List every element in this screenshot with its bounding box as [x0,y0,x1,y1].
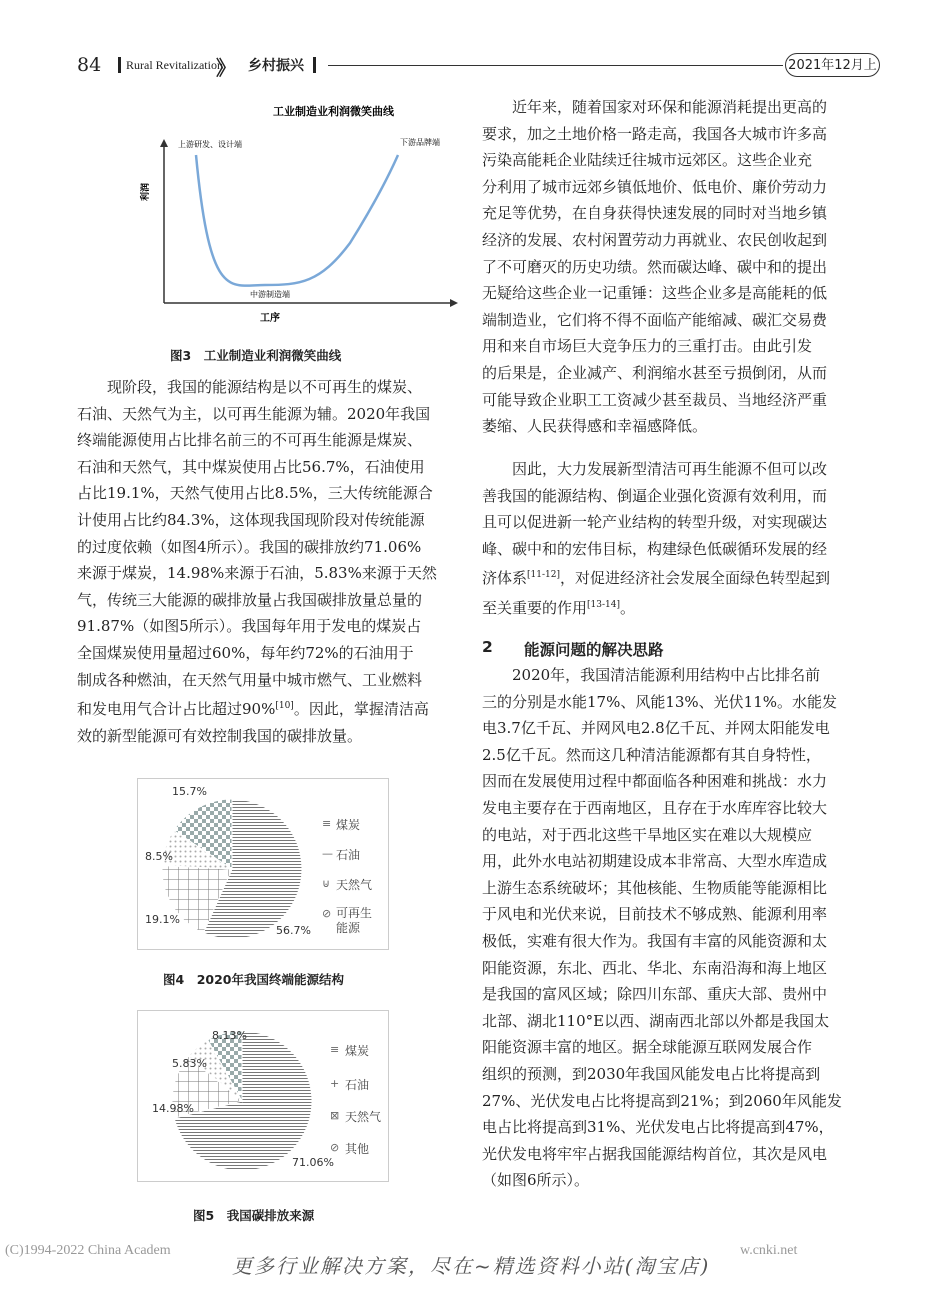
fig4-caption: 图4 2020年我国终端能源结构 [163,972,344,987]
text-line-with-ref [482,562,882,592]
text-line: 且可以促进新一轮产业结构的转型升级，对实现碳达 [482,513,828,532]
y-axis-arrow-icon [160,139,168,147]
fig5-label-oil: 14.98% [152,1102,194,1115]
legend-marker: ≡ [322,817,332,830]
text-fragment: 济体系 [482,569,528,588]
x-axis-arrow-icon [450,299,458,307]
text-line: 91.87%（如图5所示）。我国每年用于发电的煤炭占 [77,617,422,636]
journal-chinese-name: 乡村振兴 [248,58,304,74]
text-fragment: 至关重要的作用 [482,598,588,617]
text-line: 可能导致企业职工工资减少甚至裁员、当地经济严重 [482,390,828,409]
text-line: 计使用占比约84.3%，这体现我国现阶段对传统能源 [77,510,425,529]
text-line: 全国煤炭使用量超过60%，每年约72%的石油用于 [77,643,414,662]
legend-marker: ≡ [330,1043,340,1056]
fig3-caption: 图3 工业制造业利润微笑曲线 [170,348,342,363]
chevron-icon: 》 [216,56,236,80]
fig5-legend-other: 其他 [345,1142,370,1156]
text-line: 效的新型能源可有效控制我国的碳排放量。 [77,726,363,745]
text-line: 因此，大力发展新型清洁可再生能源不但可以改 [512,460,828,478]
text-line: 的过度依赖（如图4所示）。我国的碳排放约71.06% [77,537,422,556]
fig5-caption: 图5 我国碳排放来源 [193,1208,315,1223]
footer-site: w.cnki.net [740,1243,798,1258]
fig5-legend-coal: 煤炭 [345,1044,370,1058]
text-line: 27%、光伏发电占比将提高到21%；到2060年风能发 [482,1091,842,1110]
fig3-xlabel: 工序 [260,313,280,324]
text-line: 三的分别是水能17%、风能13%、光伏11%。水能发 [482,692,838,711]
text-line: 于风电和光伏来说，目前技术不够成熟、能源利用率 [482,905,828,924]
fig4-label-renewable: 15.7% [172,785,207,798]
smile-curve-line [196,155,398,286]
text-line: 上游生态系统破坏；其他核能、生物质能等能源相比 [482,878,828,897]
text-line: 阳能资源丰富的地区。据全球能源互联网发展合作 [482,1038,813,1057]
text-line: 污染高能耗企业陆续迁往城市远郊区。这些企业充 [482,151,813,170]
text-line: 制成各种燃油，在天然气用量中城市燃气、工业燃料 [77,670,423,689]
text-line: 萎缩、人民获得感和幸福感降低。 [482,417,708,436]
text-line: （如图6所示）。 [482,1171,590,1190]
text-line: 峰、碳中和的宏伟目标，构建绿色低碳循环发展的经 [482,539,828,558]
citation-ref: [13-14] [587,599,620,610]
text-line: 善我国的能源结构、倒逼企业强化资源有效利用，而 [482,486,828,505]
text-fragment: 。因此，掌握清洁高 [293,700,429,719]
text-fragment: 和发电用气合计占比超过90% [77,700,276,719]
text-line: 电3.7亿千瓦、并网风电2.8亿千瓦、并网太阳能发电 [482,719,830,738]
text-line: 无疑给这些企业一记重锤：这些企业多是高能耗的低 [482,284,828,303]
text-line: 石油和天然气，其中煤炭使用占比56.7%，石油使用 [77,457,425,476]
text-line: 了不可磨灭的历史功绩。然而碳达峰、碳中和的提出 [482,257,828,276]
right-paragraph-1 [482,94,882,440]
header-rule [328,65,783,66]
header-divider-2 [313,57,316,73]
text-line: 用和来自市场巨大竞争压力的三重打击。由此引发 [482,337,813,356]
text-line-with-ref [77,693,461,723]
text-line: 端制造业，它们将不得不面临产能缩减、碳汇交易费 [482,310,828,329]
journal-english-name: Rural Revitalization [126,58,223,72]
fig3-label-bottom: 中游制造端 [250,290,290,299]
text-fragment: 。 [619,598,635,617]
left-paragraph [77,374,461,749]
figure-3 [141,103,460,333]
fig5-label-coal: 71.06% [292,1156,334,1169]
text-line: 电占比将提高到31%、光伏发电占比将提高到47%， [482,1118,834,1137]
right-paragraph-2 [482,456,882,622]
fig4-legend-gas: 天然气 [336,878,373,892]
citation-ref: [11-12] [527,570,560,581]
text-line: 阳能资源，东北、西北、华北、东南沿海和海上地区 [482,958,828,977]
text-line: 2.5亿千瓦。然而这几种清洁能源都有其自身特性， [482,745,821,764]
text-line: 的电站，对于西北这些干旱地区实在难以大规模应 [482,825,813,844]
fig5-label-gas: 5.83% [172,1057,207,1070]
fig4-legend-renewable: 可再生能源 [336,906,373,935]
footer-copyright: (C)1994-2022 China Academ [5,1243,171,1258]
fig5-legend-gas: 天然气 [345,1110,382,1124]
text-line: 北部、湖北110°E以西、湖南西北部以外都是我国太 [482,1011,830,1030]
fig4-slices [162,799,302,939]
fig4-label-gas: 8.5% [145,850,173,863]
text-line: 光伏发电将牢牢占据我国能源结构首位，其次是风电 [482,1144,828,1163]
text-fragment: ，对促进经济社会发展全面绿色转型起到 [559,569,830,588]
text-line: 分利用了城市远郊乡镇低地价、低电价、廉价劳动力 [482,177,828,196]
page-number: 84 [77,54,102,76]
text-line: 经济的发展、农村闲置劳动力再就业、农民创收起到 [482,230,828,249]
smile-curve-chart [141,103,460,333]
fig5-legend-oil: 石油 [345,1078,370,1092]
text-line: 石油、天然气为主，以可再生能源为辅。2020年我国 [77,404,431,423]
fig4-label-oil: 19.1% [145,913,180,926]
fig5-label-other: 8.13% [212,1029,247,1042]
text-line: 用，此外水电站初期建设成本非常高、大型水库造成 [482,852,828,871]
text-line: 占比19.1%，天然气使用占比8.5%，三大传统能源合 [77,484,433,503]
figure-5 [137,1010,389,1182]
issue-badge: 2021年12月上 [785,53,880,77]
text-line-with-ref [482,592,882,622]
promo-banner: 更多行业解决方案，尽在~精选资料小站(淘宝店) [232,1254,711,1278]
text-line: 2020年，我国清洁能源利用结构中占比排名前 [512,666,821,684]
section-number: 2 [482,638,493,656]
fig4-legend-coal: 煤炭 [336,818,361,832]
fig3-title: 工业制造业利润微笑曲线 [273,105,394,118]
legend-marker: ⊍ [322,877,331,890]
text-line: 是我国的富风区域；除四川东部、重庆大部、贵州中 [482,985,828,1004]
fig5-slices [172,1031,312,1171]
citation-ref: [10] [275,701,294,712]
legend-marker: ⊘ [330,1141,340,1154]
text-line: 要求，加之土地价格一路走高，我国各大城市许多高 [482,124,828,143]
text-line: 极低，实难有很大作为。我国有丰富的风能资源和太 [482,931,828,950]
legend-marker: + [330,1077,340,1090]
text-line: 的后果是，企业减产、利润缩水甚至亏损倒闭，从而 [482,363,828,382]
text-line: 来源于煤炭，14.98%来源于石油，5.83%来源于天然 [77,564,437,583]
text-line: 因而在发展使用过程中都面临各种困难和挑战：水力 [482,772,828,791]
fig3-ylabel: 利润 [141,182,151,201]
text-line: 发电主要存在于西南地区，且存在于水库库容比较大 [482,798,828,817]
text-line: 组织的预测，到2030年我国风能发电占比将提高到 [482,1064,821,1083]
text-line: 充足等优势，在自身获得快速发展的同时对当地乡镇 [482,204,828,223]
text-line: 现阶段，我国的能源结构是以不可再生的煤炭、 [107,378,423,396]
legend-marker: ⊠ [330,1109,340,1122]
right-paragraph-3 [482,662,882,1194]
text-line: 近年来，随着国家对环保和能源消耗提出更高的 [512,98,828,116]
fig4-legend-oil: 石油 [336,848,361,862]
text-line: 气，传统三大能源的碳排放量占我国碳排放量总量的 [77,590,423,609]
legend-marker: — [322,847,333,860]
fig3-label-left: 上游研发、设计端 [178,140,242,149]
text-line: 终端能源使用占比排名前三的不可再生能源是煤炭、 [77,431,423,450]
fig3-label-right: 下游品牌端 [400,138,440,147]
figure-4 [137,778,389,950]
legend-marker: ⊘ [322,907,332,920]
fig4-label-coal: 56.7% [276,924,311,937]
header-divider [118,57,121,73]
section-title: 能源问题的解决思路 [524,641,664,659]
